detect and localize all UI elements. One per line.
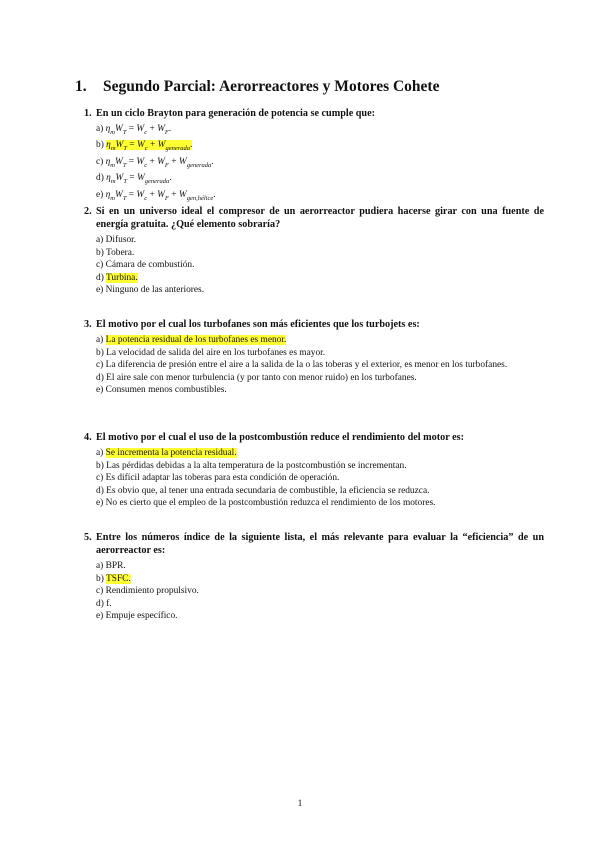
option-label: c) bbox=[96, 260, 104, 271]
option-formula: $\eta_mW_T = W_c + W_F + W_{gen,hélice}$. bbox=[105, 189, 216, 202]
option-label: a) bbox=[96, 124, 104, 134]
option-list bbox=[96, 560, 544, 623]
option-text: La diferencia de presión entre el aire a la salida de la o las toberas y el exterior, es menor en los turbofanes. bbox=[105, 360, 508, 371]
option-b bbox=[96, 347, 544, 360]
option-a bbox=[96, 560, 544, 573]
option-formula: $\eta_mW_T = W_{generada}$. bbox=[106, 173, 172, 186]
option-text: Tobera. bbox=[106, 247, 135, 258]
option-b bbox=[96, 247, 544, 260]
question-2 bbox=[84, 205, 544, 297]
option-e bbox=[96, 497, 544, 510]
option-c bbox=[96, 156, 544, 172]
option-text: Las pérdidas debidas a la alta temperatura de la postcombustión se incrementan. bbox=[106, 460, 407, 471]
option-d bbox=[96, 272, 544, 285]
option-label: e) bbox=[96, 611, 104, 622]
option-d bbox=[96, 172, 544, 188]
option-formula: $\eta_mW_T = W_c + W_F$. bbox=[105, 124, 172, 136]
option-text-highlighted: La potencia residual de los turbofanes es menor. bbox=[105, 335, 287, 345]
option-label: c) bbox=[96, 586, 104, 597]
option-label: d) bbox=[96, 372, 104, 383]
question-5 bbox=[84, 531, 544, 623]
question-1 bbox=[84, 107, 544, 205]
question-stem bbox=[84, 107, 544, 120]
option-text: No es cierto que el empleo de la postcombustión reduzca el rendimiento de los motores. bbox=[105, 498, 436, 509]
option-list bbox=[96, 334, 544, 397]
option-label: e) bbox=[96, 189, 104, 200]
option-text: Consumen menos combustibles. bbox=[105, 385, 227, 396]
option-text-highlighted: TSFC. bbox=[106, 573, 131, 584]
question-3 bbox=[84, 318, 544, 397]
option-label: c) bbox=[96, 156, 104, 167]
option-text: f. bbox=[106, 598, 112, 609]
option-text: Cámara de combustión. bbox=[105, 260, 195, 271]
option-text: Difusor. bbox=[105, 235, 137, 245]
option-text: Rendimiento propulsivo. bbox=[105, 586, 199, 597]
option-b bbox=[96, 139, 544, 155]
option-text: Empuje específico. bbox=[105, 611, 178, 622]
question-number: 3. bbox=[84, 319, 92, 330]
option-label: d) bbox=[96, 173, 104, 184]
option-a bbox=[96, 334, 544, 347]
option-text-highlighted: Turbina. bbox=[106, 272, 138, 283]
question-text: Si en un universo ideal el compresor de un aerorreactor pudiera hacerse girar con una fuente de energía gratuita. ¿Qué elemento sobraría? bbox=[96, 206, 544, 230]
question-stem bbox=[84, 531, 544, 557]
option-d bbox=[96, 598, 544, 611]
option-e bbox=[96, 284, 544, 297]
option-formula-highlighted: $\eta_mW_T = W_c + W_{generada}$. bbox=[106, 140, 193, 153]
question-number: 2. bbox=[84, 206, 92, 217]
option-d bbox=[96, 372, 544, 385]
option-label: b) bbox=[96, 140, 104, 151]
option-a bbox=[96, 123, 544, 139]
option-text: La velocidad de salida del aire en los turbofanes es mayor. bbox=[106, 347, 326, 358]
option-list bbox=[96, 123, 544, 205]
option-label: a) bbox=[96, 335, 104, 345]
question-text: En un ciclo Brayton para generación de potencia se cumple que: bbox=[96, 108, 376, 119]
option-label: e) bbox=[96, 498, 104, 509]
option-c bbox=[96, 472, 544, 485]
option-e bbox=[96, 610, 544, 623]
option-label: b) bbox=[96, 460, 104, 471]
option-text-highlighted: Se incrementa la potencia residual. bbox=[105, 448, 237, 458]
question-text: Entre los números índice de la siguiente lista, el más relevante para evaluar la “eficiencia” de un aerorreactor es: bbox=[96, 532, 544, 556]
option-label: c) bbox=[96, 473, 104, 484]
question-stem bbox=[84, 431, 544, 444]
option-label: e) bbox=[96, 385, 104, 396]
option-text: Ninguno de las anteriores. bbox=[105, 285, 205, 296]
question-text: El motivo por el cual los turbofanes son más eficientes que los turbojets es: bbox=[96, 319, 420, 330]
question-text: El motivo por el cual el uso de la postcombustión reduce el rendimiento del motor es: bbox=[96, 432, 464, 443]
option-label: a) bbox=[96, 235, 104, 245]
option-label: d) bbox=[96, 485, 104, 496]
option-text: BPR. bbox=[105, 561, 126, 571]
option-label: a) bbox=[96, 561, 104, 571]
option-e bbox=[96, 384, 544, 397]
option-b bbox=[96, 460, 544, 473]
option-list bbox=[96, 234, 544, 297]
option-list bbox=[96, 447, 544, 510]
question-stem bbox=[84, 205, 544, 231]
section-title-text: Segundo Parcial: Aerorreactores y Motores Cohete bbox=[103, 78, 440, 95]
option-label: d) bbox=[96, 598, 104, 609]
option-text: Es obvio que, al tener una entrada secundaria de combustible, la eficiencia se reduzca. bbox=[106, 485, 430, 496]
question-number: 4. bbox=[84, 432, 92, 443]
option-label: d) bbox=[96, 272, 104, 283]
option-label: b) bbox=[96, 573, 104, 584]
option-label: c) bbox=[96, 360, 104, 371]
option-c bbox=[96, 585, 544, 598]
option-label: b) bbox=[96, 347, 104, 358]
question-stem bbox=[84, 318, 544, 331]
question-number: 1. bbox=[84, 108, 92, 119]
option-d bbox=[96, 485, 544, 498]
option-a bbox=[96, 447, 544, 460]
section-number: 1. bbox=[75, 78, 87, 95]
option-c bbox=[96, 359, 544, 372]
option-label: b) bbox=[96, 247, 104, 258]
option-a bbox=[96, 234, 544, 247]
option-label: a) bbox=[96, 448, 104, 458]
option-label: e) bbox=[96, 285, 104, 296]
page-number: 1 bbox=[297, 799, 303, 809]
option-c bbox=[96, 259, 544, 272]
section-title bbox=[75, 78, 439, 96]
option-formula: $\eta_mW_T = W_c + W_F + W_{generada}$. bbox=[105, 156, 214, 169]
option-b bbox=[96, 573, 544, 586]
option-text: El aire sale con menor turbulencia (y por tanto con menor ruido) en los turbofanes. bbox=[106, 372, 417, 383]
question-4 bbox=[84, 431, 544, 510]
question-number: 5. bbox=[84, 532, 92, 543]
option-text: Es difícil adaptar las toberas para esta condición de operación. bbox=[105, 473, 340, 484]
option-e bbox=[96, 189, 544, 205]
